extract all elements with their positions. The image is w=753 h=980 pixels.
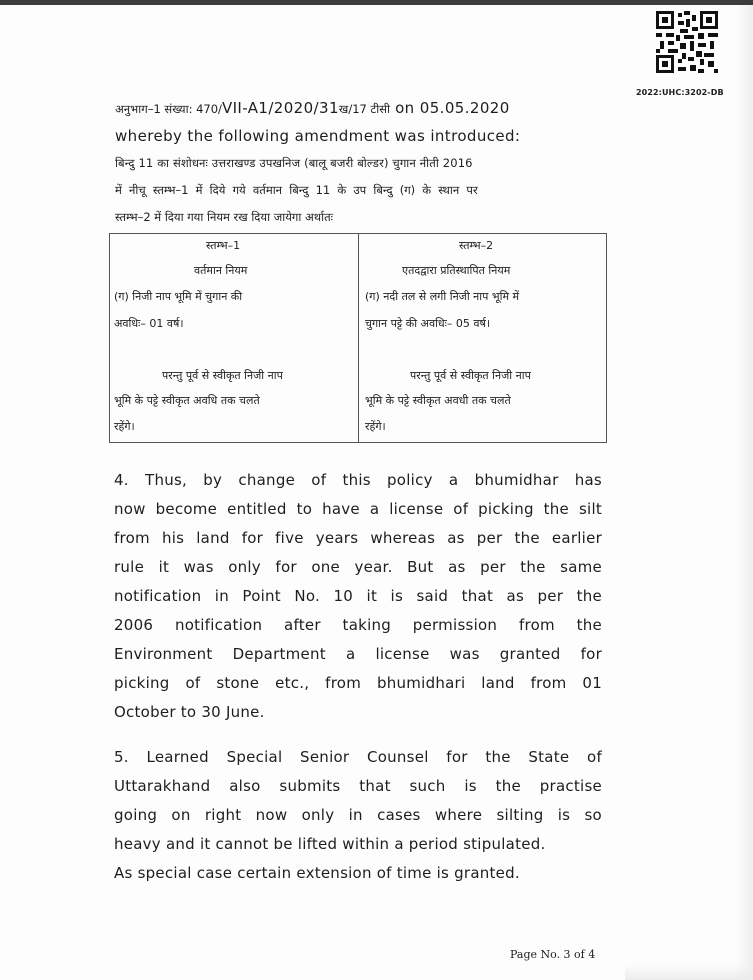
intro-line-1-ref: VII-A1/2020/31 (221, 99, 339, 117)
intro-line-1-hindi: अनुभाग–1 संख्या: 470/ (115, 102, 222, 116)
page-number: Page No. 3 of 4 (510, 948, 596, 961)
para4-line: from his land for five years whereas as per the earlier (114, 529, 602, 547)
para4-line: now become entitled to have a license of picking the silt (114, 500, 602, 518)
paragraph-5 (114, 743, 602, 888)
paragraph-4 (114, 466, 602, 727)
para4-line: 2006 notification after taking permission from the (114, 616, 602, 634)
qr-code-label: 2022:UHC:3202-DB (636, 88, 724, 97)
intro-line-1 (115, 98, 510, 117)
intro-line-4: में नीचू स्तम्भ–1 में दिये गये वर्तमान बिन्दु 11 के उप बिन्दु (ग) के स्थान पर (115, 183, 478, 197)
para5-line: 5. Learned Special Senior Counsel for the State of (114, 748, 602, 766)
intro-line-5: स्तम्भ–2 में दिया गया नियम रख दिया जायेगा अर्थातः (115, 210, 333, 224)
para4-line: Environment Department a license was granted for (114, 645, 602, 663)
scan-shadow (735, 0, 753, 980)
top-edge (0, 0, 753, 5)
para5-line: As special case certain extension of time is granted. (114, 864, 520, 882)
table-column-divider (358, 234, 359, 442)
col2-heading: स्तम्भ–2 (459, 239, 494, 252)
intro-line-1-kha: ख/17 टीसी (338, 102, 391, 116)
intro-line-1-date: on 05.05.2020 (395, 99, 510, 117)
scan-corner-shade (625, 964, 753, 980)
col1-line-5: रहेंगे। (114, 420, 135, 433)
col1-line-3: परन्तु पूर्व से स्वीकृत निजी नाप (162, 369, 283, 382)
col1-heading: स्तम्भ–1 (206, 239, 241, 252)
para5-line: heavy and it cannot be lifted within a period stipulated. (114, 835, 546, 853)
col1-line-4: भूमि के पट्टे स्वीकृत अवधि तक चलते (114, 394, 260, 407)
col1-line-2: अवधिः– 01 वर्ष। (114, 317, 184, 330)
col2-line-2: चुगान पट्टे की अवधिः– 05 वर्ष। (365, 317, 491, 330)
para4-line: 4. Thus, by change of this policy a bhumidhar has (114, 471, 602, 489)
para5-line: Uttarakhand also submits that such is the practise (114, 777, 602, 795)
col2-line-5: रहेंगे। (365, 420, 386, 433)
col2-line-3: परन्तु पूर्व से स्वीकृत निजी नाप (410, 369, 531, 382)
col1-subheading: वर्तमान नियम (194, 264, 248, 277)
para5-line: going on right now only in cases where silting is so (114, 806, 602, 824)
col2-line-4: भूमि के पट्टे स्वीकृत अवधी तक चलते (365, 394, 511, 407)
intro-line-2: whereby the following amendment was introduced: (115, 127, 521, 145)
para4-line: October to 30 June. (114, 703, 265, 721)
qr-code (656, 11, 718, 73)
para4-line: notification in Point No. 10 it is said that as per the (114, 587, 602, 605)
col1-line-1: (ग) निजी नाप भूमि में चुगान की (114, 290, 243, 303)
col2-subheading: एतदद्वारा प्रतिस्थापित नियम (402, 264, 511, 277)
para4-line: rule it was only for one year. But as per the same (114, 558, 602, 576)
intro-line-3: बिन्दु 11 का संशोधनः उत्तराखण्ड उपखनिज (बालू बजरी बोल्डर) चुगान नीती 2016 (115, 156, 473, 170)
amendment-table (109, 233, 607, 443)
col2-line-1: (ग) नदी तल से लगी निजी नाप भूमि में (365, 290, 520, 303)
para4-line: picking of stone etc., from bhumidhari land from 01 (114, 674, 602, 692)
